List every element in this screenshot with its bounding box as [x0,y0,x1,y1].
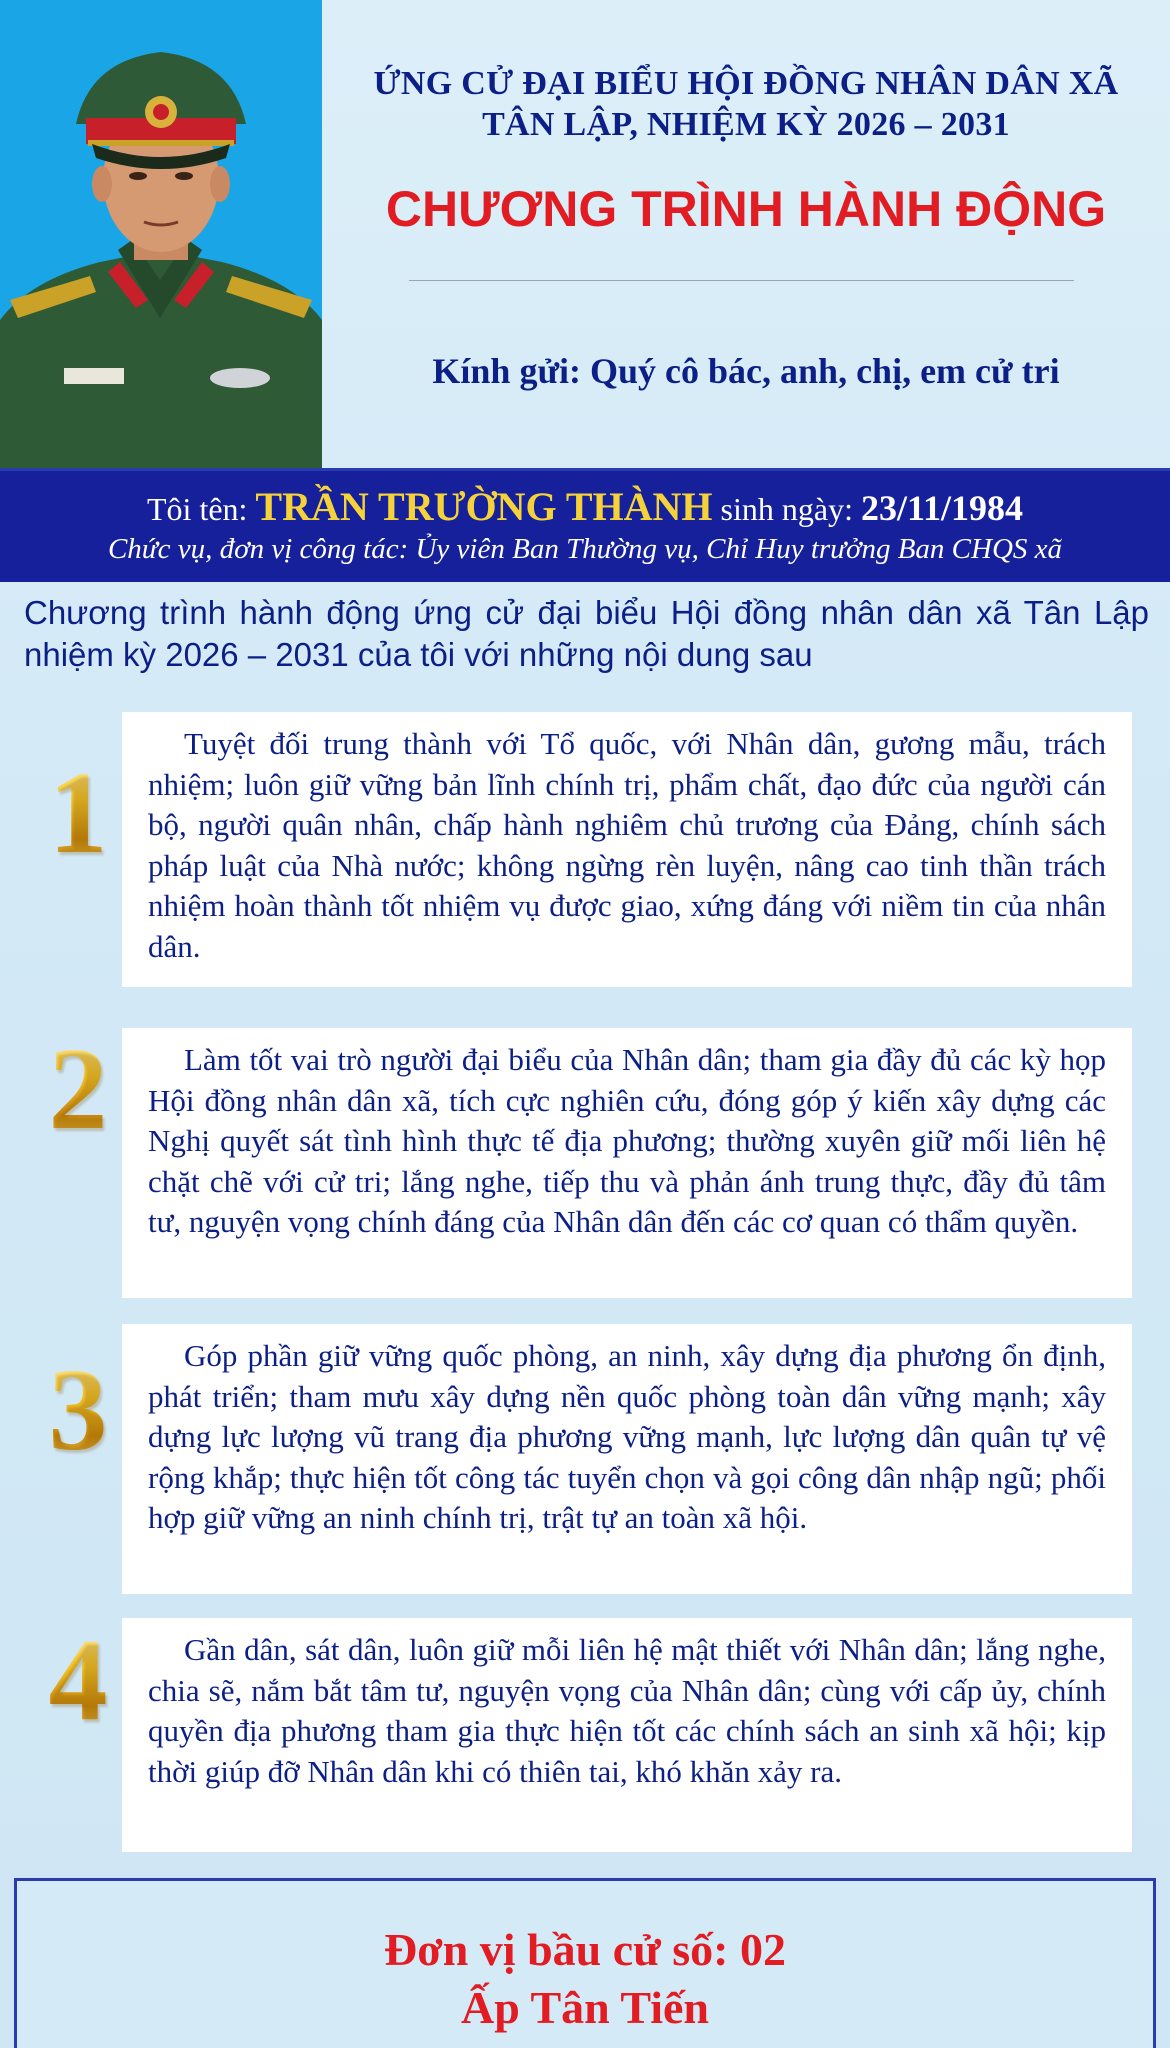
candidate-portrait [0,0,322,468]
number-three-icon: 3 [28,1345,128,1475]
action-item-2: Làm tốt vai trò người đại biểu của Nhân dân; tham gia đầy đủ các kỳ họp Hội đồng nhân dân xã, tích cực nghiên cứu, đóng góp ý kiến xây dựng các Nghị quyết sát tình hình thực tế địa phương; thường xuyên giữ mối liên hệ chặt chẽ với cử tri; lắng nghe, tiếp thu và phản ánh trung thực, đầy đủ tâm tư, nguyện vọng chính đáng của Nhân dân đến các cơ quan có thẩm quyền. [122,1028,1132,1298]
action-item-4: Gần dân, sát dân, luôn giữ mỗi liên hệ mật thiết với Nhân dân; lắng nghe, chia sẽ, nắm bắt tâm tư, nguyện vọng của Nhân dân; cùng với cấp ủy, chính quyền địa phương tham gia thực hiện tốt các chính sách an sinh xã hội; kịp thời giúp đỡ Nhân dân khi có thiên tai, khó khăn xảy ra. [122,1618,1132,1852]
dob-label: sinh ngày: [712,491,861,527]
intro-text: Chương trình hành động ứng cử đại biểu Hội đồng nhân dân xã Tân Lập nhiệm kỳ 2026 – 2031 của tôi với những nội dung sau [24,594,1149,673]
action-item-1: Tuyệt đối trung thành với Tổ quốc, với Nhân dân, gương mẫu, trách nhiệm; luôn giữ vững bản lĩnh chính trị, phẩm chất, đạo đức của người cán bộ, người quân nhân, chấp hành nghiêm chủ trương của Đảng, chính sách pháp luật của Nhà nước; không ngừng rèn luyện, nâng cao tinh thần trách nhiệm hoàn thành tốt nhiệm vụ được giao, xứng đáng với niềm tin của nhân dân. [122,712,1132,987]
election-title-line2: TÂN LẬP, NHIỆM KỲ 2026 – 2031 [482,106,1010,143]
divider [409,280,1074,281]
soldier-portrait-icon [0,0,322,468]
date-of-birth: 23/11/1984 [860,488,1023,528]
electoral-unit: Đơn vị bầu cử số: 02 [384,1924,786,1975]
header [322,0,1170,468]
name-prefix: Tôi tên: [147,491,256,527]
greeting: Kính gửi: Quý cô bác, anh, chị, em cử tri [432,351,1060,391]
electoral-area: Ấp Tân Tiến [460,1982,710,2033]
number-one-icon: 1 [28,748,128,878]
identity-band [0,468,1170,582]
action-item-3: Góp phần giữ vững quốc phòng, an ninh, xây dựng địa phương ổn định, phát triển; tham mưu xây dựng nền quốc phòng toàn dân vững mạnh; xây dựng lực lượng vũ trang địa phương vững mạnh, lực lượng dân quân tự vệ rộng khắp; thực hiện tốt công tác tuyển chọn và gọi công dân nhập ngũ; phối hợp giữ vững an ninh chính trị, trật tự an toàn xã hội. [122,1324,1132,1594]
electoral-unit-footer [14,1878,1156,2048]
number-four-icon: 4 [28,1615,128,1745]
candidate-name: TRẦN TRƯỜNG THÀNH [255,484,713,529]
candidate-position: Chức vụ, đơn vị công tác: Ủy viên Ban Thường vụ, Chỉ Huy trưởng Ban CHQS xã [107,533,1063,565]
identity-line [0,483,1170,530]
election-title-line1: ỨNG CỬ ĐẠI BIỂU HỘI ĐỒNG NHÂN DÂN XÃ [373,65,1119,102]
number-two-icon: 2 [28,1024,128,1154]
main-title: CHƯƠNG TRÌNH HÀNH ĐỘNG [385,181,1107,237]
